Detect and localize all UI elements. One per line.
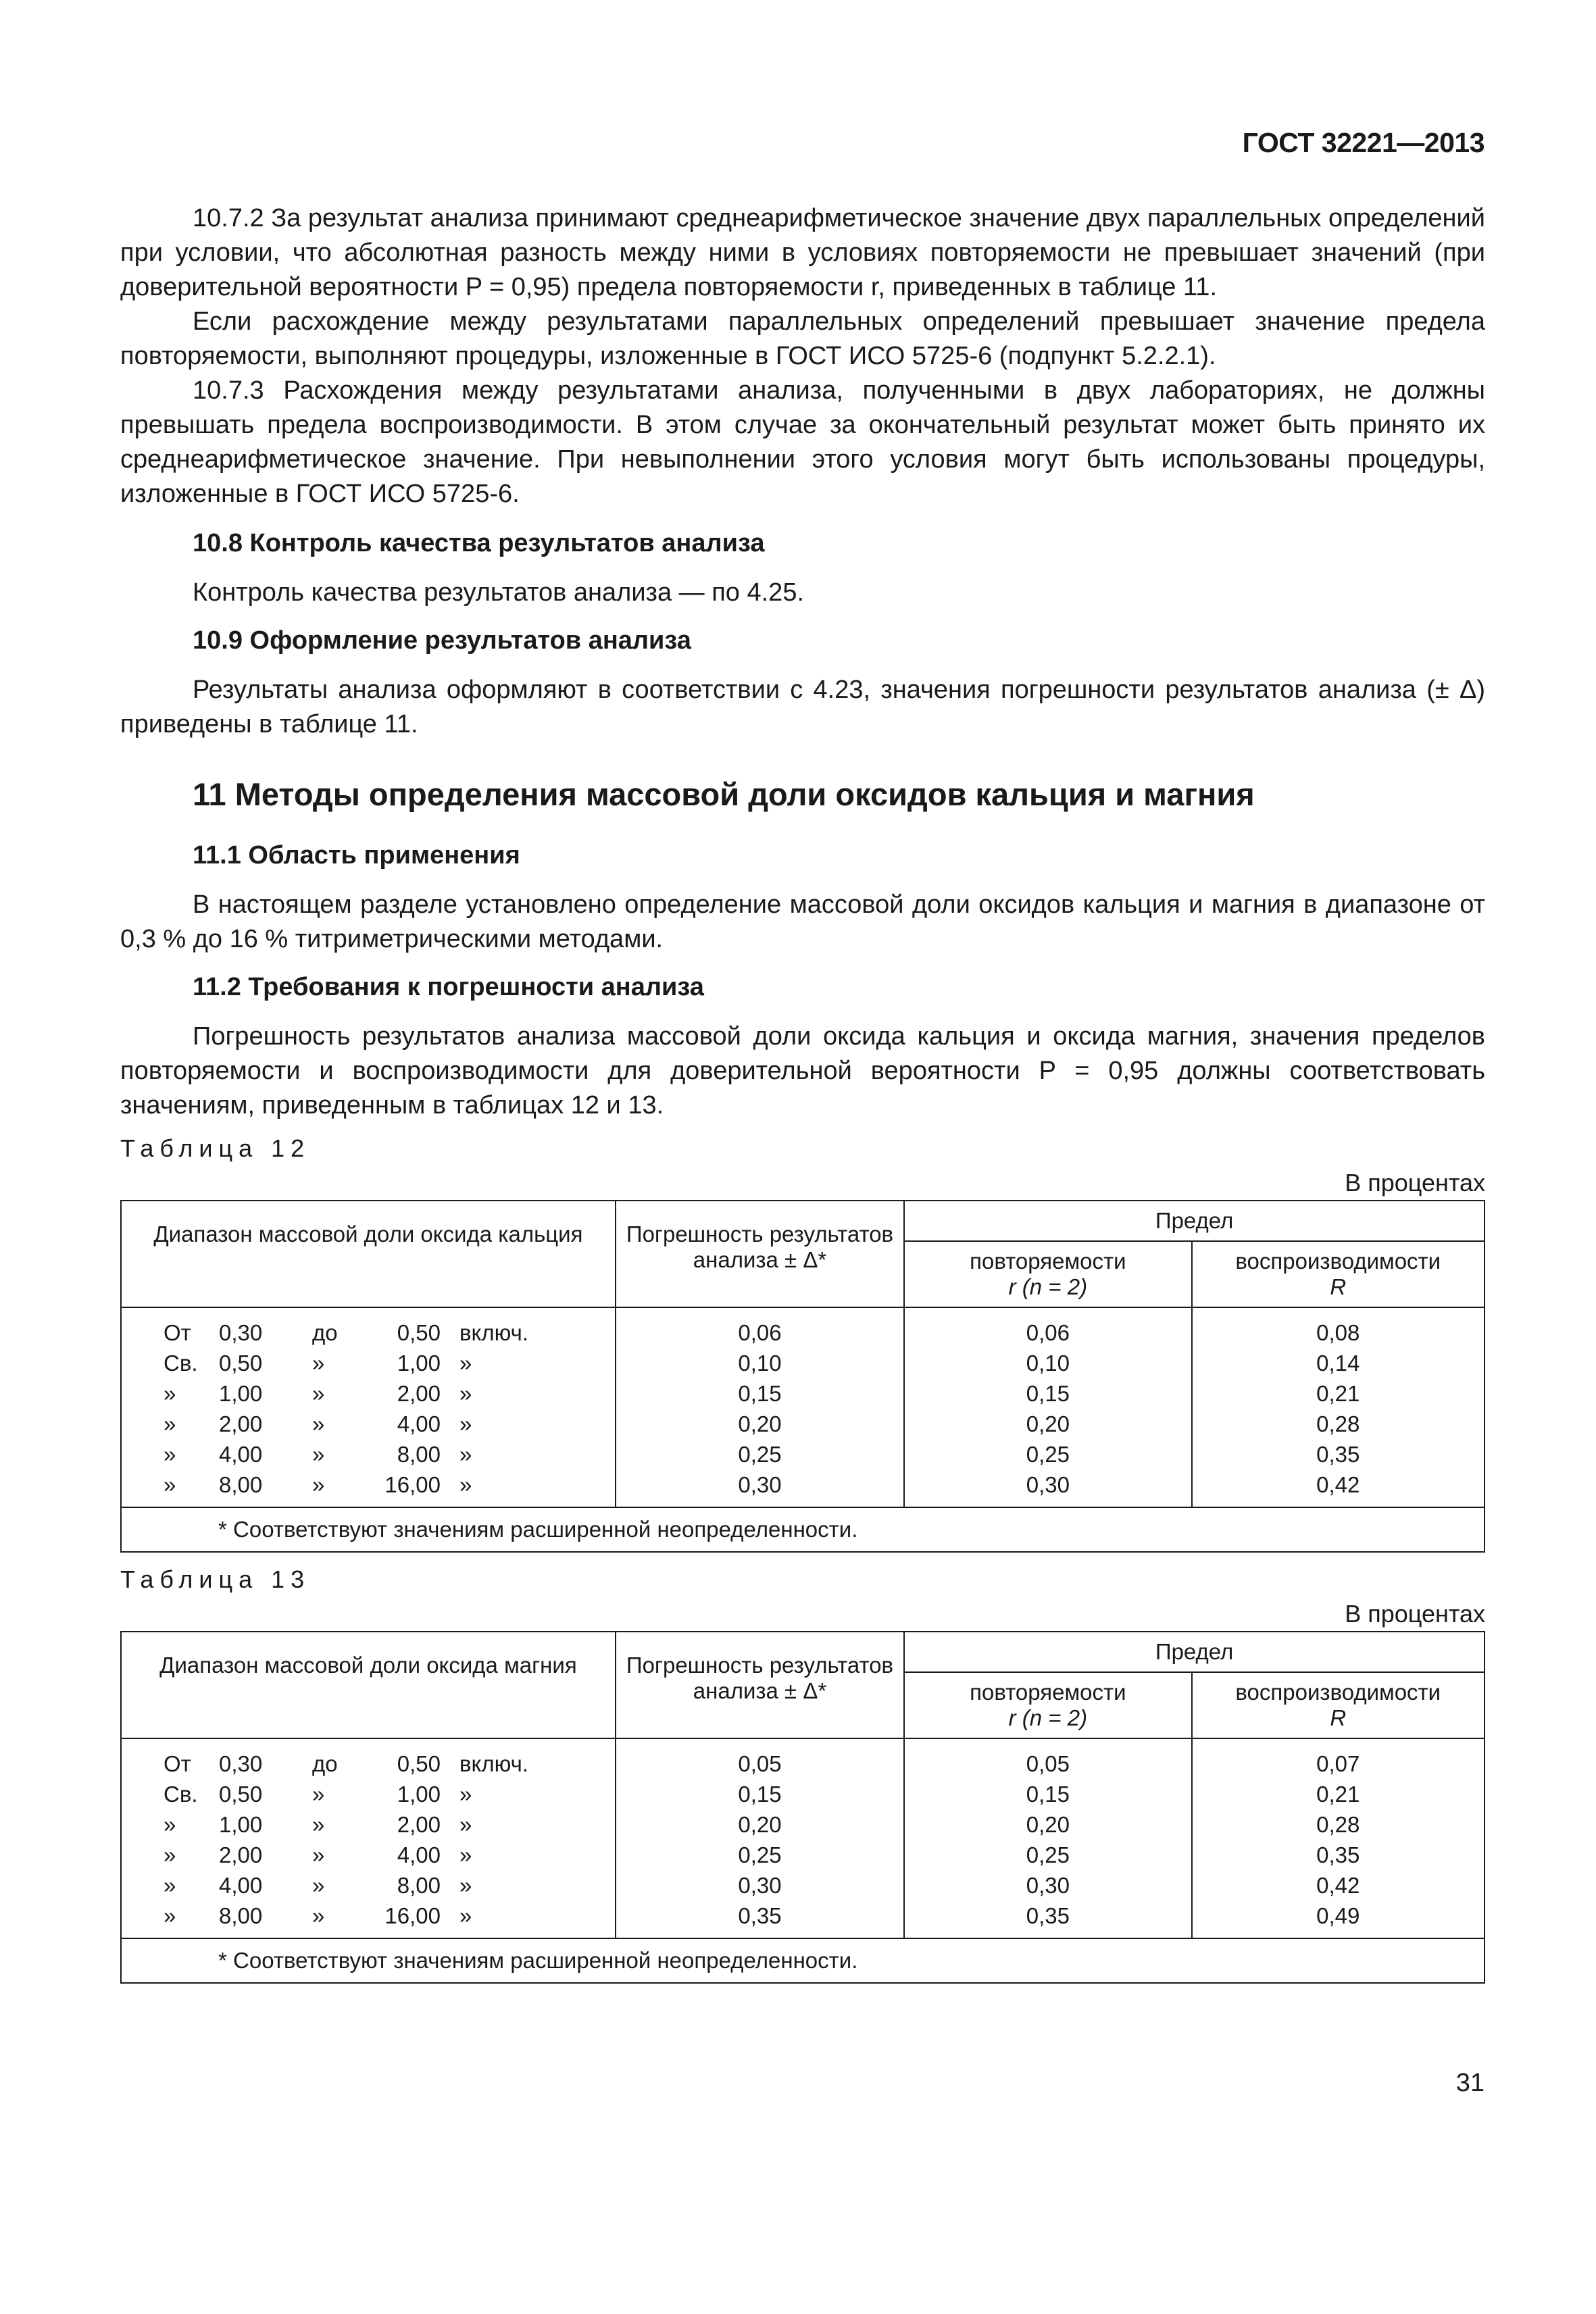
header-repeatability-sub: r (n = 2) — [1008, 1705, 1088, 1730]
range-part-4: 16,00 — [384, 1903, 441, 1928]
header-limit: Предел — [904, 1632, 1485, 1672]
range-part-5: » — [459, 1381, 472, 1406]
repeatability-value: 0,15 — [1026, 1381, 1070, 1406]
range-part-1: » — [164, 1381, 176, 1406]
header-repeatability — [904, 1672, 1191, 1738]
header-reproducibility-sub: R — [1330, 1705, 1347, 1730]
range-part-5: » — [459, 1411, 472, 1436]
section-10-9-title: 10.9 Оформление результатов анализа — [193, 626, 691, 655]
range-part-5: включ. — [459, 1320, 528, 1345]
range-part-4: 16,00 — [384, 1472, 441, 1497]
repeatability-value: 0,25 — [1026, 1442, 1070, 1467]
range-part-2: 1,00 — [219, 1381, 263, 1406]
header-error: Погрешность результатов анализа ± Δ* — [616, 1201, 904, 1307]
table-body-row — [121, 1738, 1485, 1938]
range-part-2: 0,50 — [219, 1782, 263, 1807]
error-value: 0,30 — [738, 1873, 782, 1898]
reproducibility-value: 0,21 — [1316, 1381, 1360, 1406]
range-part-1: » — [164, 1812, 176, 1837]
error-column — [616, 1738, 904, 1938]
repeatability-value: 0,05 — [1026, 1751, 1070, 1776]
range-part-1: Св. — [164, 1351, 198, 1376]
repeatability-value: 0,35 — [1026, 1903, 1070, 1928]
reproducibility-value: 0,28 — [1316, 1812, 1360, 1837]
section-11-2-title: 11.2 Требования к погрешности анализа — [193, 973, 704, 1001]
reproducibility-value: 0,35 — [1316, 1842, 1360, 1867]
range-row — [164, 1439, 615, 1469]
range-part-4: 8,00 — [397, 1873, 441, 1898]
repeatability-value: 0,10 — [1026, 1351, 1070, 1376]
table-footnote: * Соответствуют значениям расширенной неопределенности. — [121, 1507, 1485, 1552]
range-part-4: 4,00 — [397, 1842, 441, 1867]
range-part-2: 8,00 — [219, 1903, 263, 1928]
range-part-1: От — [164, 1751, 191, 1776]
range-part-2: 2,00 — [219, 1842, 263, 1867]
error-value: 0,25 — [738, 1842, 782, 1867]
header-range: Диапазон массовой доли оксида магния — [121, 1632, 616, 1738]
tables-container — [120, 1131, 1485, 1984]
error-value: 0,30 — [738, 1472, 782, 1497]
reproducibility-value: 0,49 — [1316, 1903, 1360, 1928]
error-value: 0,25 — [738, 1442, 782, 1467]
paragraph-10-7-3: 10.7.3 Расхождения между результатами анализа, полученными в двух лабораториях, не должны превышать предела воспроизводимости. В этом случае за окончательный результат может быть принято их среднеарифметическое значение. При невыполнении этого условия могут быть использованы процедуры, изложенные в ГОСТ ИСО 5725-6. — [120, 376, 1485, 508]
reproducibility-value: 0,42 — [1316, 1472, 1360, 1497]
range-row — [164, 1409, 615, 1439]
range-row — [164, 1809, 615, 1840]
repeatability-value: 0,15 — [1026, 1782, 1070, 1807]
range-part-3: » — [312, 1873, 325, 1898]
section-10-8-title: 10.8 Контроль качества результатов анализа — [193, 529, 765, 557]
error-value: 0,20 — [738, 1812, 782, 1837]
repeatability-value: 0,20 — [1026, 1812, 1070, 1837]
page-content — [120, 201, 1485, 1984]
range-part-2: 8,00 — [219, 1472, 263, 1497]
reproducibility-value: 0,28 — [1316, 1411, 1360, 1436]
range-part-2: 0,30 — [219, 1751, 263, 1776]
range-part-2: 0,30 — [219, 1320, 263, 1345]
range-part-4: 8,00 — [397, 1442, 441, 1467]
range-part-3: » — [312, 1812, 325, 1837]
repeatability-value: 0,30 — [1026, 1873, 1070, 1898]
reproducibility-value: 0,08 — [1316, 1320, 1360, 1345]
range-part-5: » — [459, 1351, 472, 1376]
error-value: 0,10 — [738, 1351, 782, 1376]
table-block — [120, 1562, 1485, 1984]
range-part-1: » — [164, 1411, 176, 1436]
range-part-3: » — [312, 1411, 325, 1436]
range-row — [164, 1749, 615, 1779]
table-caption: Таблица 13 — [120, 1565, 311, 1593]
range-part-5: » — [459, 1782, 472, 1807]
paragraph-10-7-2: 10.7.2 За результат анализа принимают среднеарифметическое значение двух параллельных определений при условии, что абсолютная разность между ними в условиях повторяемости не превышает значений (при доверительной вероятности P = 0,95) предела повторяемости r, приведенных в таблице 11. — [120, 204, 1485, 301]
range-part-4: 2,00 — [397, 1381, 441, 1406]
range-part-3: » — [312, 1442, 325, 1467]
range-part-3: » — [312, 1472, 325, 1497]
range-column — [121, 1738, 616, 1938]
error-value: 0,15 — [738, 1782, 782, 1807]
range-part-4: 1,00 — [397, 1351, 441, 1376]
range-part-3: » — [312, 1903, 325, 1928]
data-table — [120, 1631, 1485, 1984]
header-range: Диапазон массовой доли оксида кальция — [121, 1201, 616, 1307]
table-caption: Таблица 12 — [120, 1134, 311, 1162]
error-value: 0,15 — [738, 1381, 782, 1406]
range-row — [164, 1469, 615, 1500]
range-part-1: » — [164, 1903, 176, 1928]
range-column — [121, 1307, 616, 1507]
range-part-4: 0,50 — [397, 1751, 441, 1776]
repeatability-value: 0,30 — [1026, 1472, 1070, 1497]
range-part-5: » — [459, 1472, 472, 1497]
range-part-5: » — [459, 1812, 472, 1837]
range-part-2: 0,50 — [219, 1351, 263, 1376]
document-id: ГОСТ 32221—2013 — [1242, 127, 1485, 158]
repeatability-value: 0,20 — [1026, 1411, 1070, 1436]
range-part-4: 4,00 — [397, 1411, 441, 1436]
range-part-5: » — [459, 1442, 472, 1467]
range-row — [164, 1901, 615, 1931]
error-value: 0,20 — [738, 1411, 782, 1436]
repeatability-column — [904, 1307, 1191, 1507]
range-part-1: От — [164, 1320, 191, 1345]
range-part-4: 0,50 — [397, 1320, 441, 1345]
header-reproducibility-label: воспроизводимости — [1235, 1680, 1441, 1705]
range-part-3: » — [312, 1842, 325, 1867]
error-value: 0,05 — [738, 1751, 782, 1776]
range-row — [164, 1378, 615, 1409]
range-part-1: » — [164, 1842, 176, 1867]
section-11-1-text: В настоящем разделе установлено определение массовой доли оксидов кальция и магния в диапазоне от 0,3 % до 16 % титриметрическими методами. — [120, 890, 1485, 953]
section-10-9-text: Результаты анализа оформляют в соответствии с 4.23, значения погрешности результатов анализа (± Δ) приведены в таблице 11. — [120, 676, 1485, 738]
range-part-3: » — [312, 1381, 325, 1406]
table-body-row — [121, 1307, 1485, 1507]
header-error: Погрешность результатов анализа ± Δ* — [616, 1632, 904, 1738]
range-row — [164, 1317, 615, 1348]
reproducibility-column — [1192, 1738, 1485, 1938]
error-value: 0,35 — [738, 1903, 782, 1928]
header-repeatability-label: повторяемости — [970, 1249, 1126, 1274]
range-part-4: 2,00 — [397, 1812, 441, 1837]
table-block — [120, 1131, 1485, 1553]
range-part-5: » — [459, 1842, 472, 1867]
reproducibility-value: 0,42 — [1316, 1873, 1360, 1898]
table-units: В процентах — [1345, 1169, 1485, 1197]
header-reproducibility — [1192, 1241, 1485, 1307]
range-part-2: 2,00 — [219, 1411, 263, 1436]
range-part-5: » — [459, 1873, 472, 1898]
range-row — [164, 1870, 615, 1901]
section-11-1-title: 11.1 Область применения — [193, 841, 520, 870]
range-part-3: до — [312, 1751, 338, 1776]
header-reproducibility-sub: R — [1330, 1274, 1347, 1299]
range-part-3: » — [312, 1351, 325, 1376]
table-footnote: * Соответствуют значениям расширенной неопределенности. — [121, 1938, 1485, 1983]
range-part-2: 1,00 — [219, 1812, 263, 1837]
reproducibility-column — [1192, 1307, 1485, 1507]
range-part-4: 1,00 — [397, 1782, 441, 1807]
header-repeatability-sub: r (n = 2) — [1008, 1274, 1088, 1299]
header-repeatability-label: повторяемости — [970, 1680, 1126, 1705]
repeatability-value: 0,25 — [1026, 1842, 1070, 1867]
range-part-1: » — [164, 1873, 176, 1898]
data-table — [120, 1200, 1485, 1553]
reproducibility-value: 0,14 — [1316, 1351, 1360, 1376]
range-part-1: » — [164, 1472, 176, 1497]
section-11-title: 11 Методы определения массовой доли оксидов кальция и магния — [193, 776, 1255, 812]
error-column — [616, 1307, 904, 1507]
range-part-3: » — [312, 1782, 325, 1807]
header-reproducibility-label: воспроизводимости — [1235, 1249, 1441, 1274]
range-row — [164, 1348, 615, 1378]
section-11-2-text: Погрешность результатов анализа массовой доли оксида кальция и оксида магния, значения пределов повторяемости и воспроизводимости для доверительной вероятности P = 0,95 должны соответствовать значениям, приведенным в таблицах 12 и 13. — [120, 1022, 1485, 1120]
range-part-2: 4,00 — [219, 1442, 263, 1467]
table-units: В процентах — [1345, 1600, 1485, 1628]
section-10-8-text: Контроль качества результатов анализа — по 4.25. — [193, 578, 805, 607]
repeatability-value: 0,06 — [1026, 1320, 1070, 1345]
range-row — [164, 1779, 615, 1809]
range-part-5: » — [459, 1903, 472, 1928]
error-value: 0,06 — [738, 1320, 782, 1345]
reproducibility-value: 0,21 — [1316, 1782, 1360, 1807]
range-part-3: до — [312, 1320, 338, 1345]
reproducibility-value: 0,35 — [1316, 1442, 1360, 1467]
paragraph-repeatability-exceeded: Если расхождение между результатами параллельных определений превышает значение предела повторяемости, выполняют процедуры, изложенные в ГОСТ ИСО 5725-6 (подпункт 5.2.2.1). — [120, 307, 1485, 370]
repeatability-column — [904, 1738, 1191, 1938]
header-reproducibility — [1192, 1672, 1485, 1738]
reproducibility-value: 0,07 — [1316, 1751, 1360, 1776]
range-part-1: » — [164, 1442, 176, 1467]
range-part-1: Св. — [164, 1782, 198, 1807]
range-part-2: 4,00 — [219, 1873, 263, 1898]
range-row — [164, 1840, 615, 1870]
page-number: 31 — [1455, 2069, 1485, 2097]
range-part-5: включ. — [459, 1751, 528, 1776]
header-repeatability — [904, 1241, 1191, 1307]
header-limit: Предел — [904, 1201, 1485, 1241]
